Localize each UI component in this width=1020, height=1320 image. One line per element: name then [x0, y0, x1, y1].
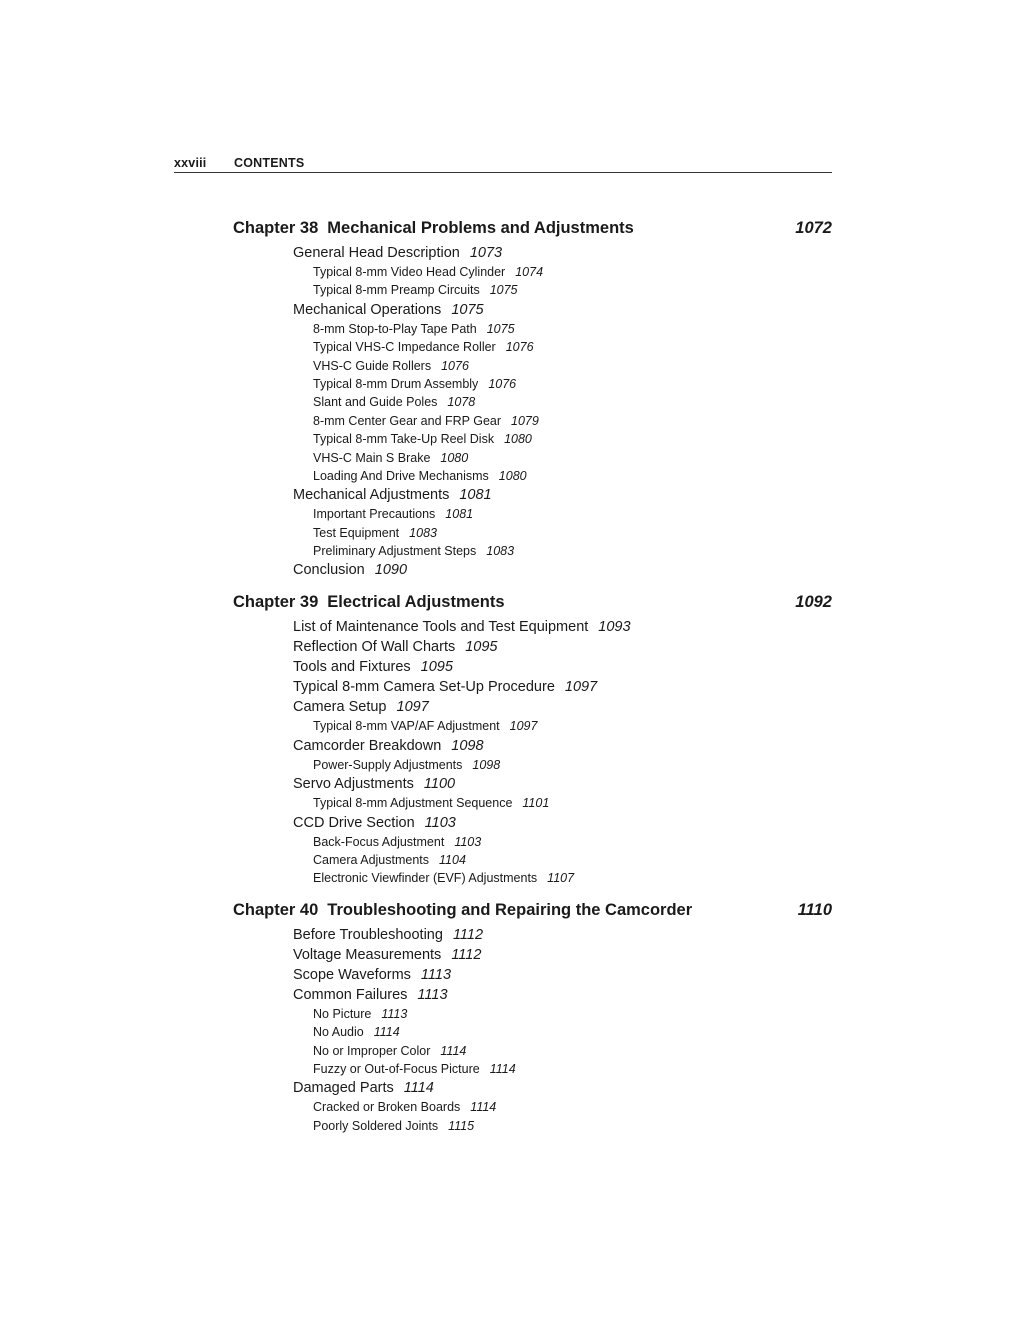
- entry-title: No Picture: [313, 1006, 372, 1021]
- entry-page-number: 1097: [509, 719, 538, 734]
- toc-subentry[interactable]: [233, 794, 832, 812]
- entry-title: Important Precautions: [313, 507, 436, 522]
- entry-title: Power-Supply Adjustments: [313, 757, 463, 772]
- toc-subentry[interactable]: [233, 542, 832, 560]
- entry-title: Typical 8-mm Video Head Cylinder: [313, 265, 506, 279]
- entry-page-number: 1078: [447, 395, 476, 410]
- entry-page-number: 1097: [396, 699, 429, 716]
- entry-page-number: 1081: [445, 507, 474, 522]
- entry-title: Back-Focus Adjustment: [313, 834, 445, 849]
- entry-page-number: 1090: [374, 562, 408, 579]
- entry-page-number: 1075: [489, 283, 518, 298]
- page-folio: xxviii: [174, 156, 207, 170]
- toc-entry[interactable]: [233, 736, 832, 756]
- toc-subentry[interactable]: [233, 357, 832, 375]
- chapter-title: Electrical Adjustments: [327, 593, 505, 612]
- toc-subentry[interactable]: [233, 449, 832, 467]
- entry-page-number: 1076: [441, 358, 469, 373]
- entry-title: Cracked or Broken Boards: [313, 1100, 461, 1115]
- entry-page-number: 1097: [564, 679, 598, 696]
- chapter-page-number: 1110: [797, 900, 832, 919]
- entry-page-number: 1103: [454, 834, 482, 849]
- chapter-section: [233, 587, 832, 887]
- entry-title: Typical 8-mm Preamp Circuits: [313, 283, 480, 298]
- entry-title: Fuzzy or Out-of-Focus Picture: [313, 1061, 480, 1076]
- chapter-title: Troubleshooting and Repairing the Camcorder: [327, 900, 693, 919]
- chapter-number: Chapter 40: [233, 900, 319, 919]
- entry-title: Scope Waveforms: [293, 966, 411, 983]
- entry-page-number: 1079: [511, 413, 539, 428]
- toc-entry[interactable]: [233, 697, 832, 717]
- toc-subentry[interactable]: [233, 393, 832, 411]
- entry-title: Test Equipment: [313, 525, 400, 540]
- toc-subentry[interactable]: [233, 263, 832, 281]
- entry-title: Loading And Drive Mechanisms: [313, 468, 489, 483]
- entry-page-number: 1112: [451, 946, 482, 963]
- toc-entry[interactable]: [233, 300, 832, 320]
- entry-page-number: 1080: [504, 432, 532, 447]
- entry-title: Camera Adjustments: [313, 853, 430, 868]
- chapter-number: Chapter 39: [233, 593, 319, 612]
- toc-subentry[interactable]: [233, 524, 832, 542]
- toc-entry[interactable]: [233, 925, 832, 945]
- entry-page-number: 1103: [424, 814, 456, 831]
- toc-subentry[interactable]: [233, 320, 832, 338]
- entry-page-number: 1095: [420, 659, 453, 676]
- entry-title: Typical VHS-C Impedance Roller: [313, 340, 496, 355]
- entry-page-number: 1083: [486, 544, 515, 559]
- toc-subentry[interactable]: [233, 833, 832, 851]
- chapter-section: [233, 213, 832, 580]
- entry-page-number: 1098: [451, 737, 484, 754]
- toc-subentry[interactable]: [233, 717, 832, 735]
- chapter-heading[interactable]: [233, 895, 832, 925]
- toc-subentry[interactable]: [233, 1060, 832, 1078]
- toc-subentry[interactable]: [233, 505, 832, 523]
- section-title: CONTENTS: [234, 156, 305, 170]
- entry-page-number: 1114: [373, 1025, 400, 1040]
- entry-title: Camcorder Breakdown: [293, 737, 442, 754]
- entry-title: Typical 8-mm Drum Assembly: [313, 376, 479, 391]
- entry-page-number: 1074: [515, 265, 544, 279]
- entry-title: CCD Drive Section: [293, 814, 415, 831]
- entry-page-number: 1083: [409, 525, 437, 540]
- toc-entry[interactable]: [233, 677, 832, 697]
- entry-title: No or Improper Color: [313, 1043, 431, 1058]
- running-head: [174, 156, 832, 173]
- toc-subentry[interactable]: [233, 281, 832, 299]
- entry-title: Reflection Of Wall Charts: [293, 639, 456, 656]
- chapter-section: [233, 895, 832, 1135]
- entry-title: 8-mm Center Gear and FRP Gear: [313, 413, 502, 428]
- chapter-page-number: 1072: [795, 219, 832, 237]
- entry-page-number: 1114: [403, 1080, 434, 1097]
- toc-subentry[interactable]: [233, 1098, 832, 1116]
- entry-title: Typical 8-mm Camera Set-Up Procedure: [293, 679, 555, 696]
- entry-title: No Audio: [313, 1025, 364, 1040]
- toc-subentry[interactable]: [233, 869, 832, 887]
- chapter-title: Mechanical Problems and Adjustments: [327, 219, 634, 237]
- entry-page-number: 1113: [417, 986, 448, 1003]
- entry-page-number: 1076: [488, 376, 517, 391]
- toc-entry[interactable]: [233, 637, 832, 657]
- entry-page-number: 1113: [420, 966, 452, 983]
- toc-subentry[interactable]: [233, 467, 832, 485]
- entry-page-number: 1075: [486, 321, 515, 336]
- toc-subentry[interactable]: [233, 851, 832, 869]
- toc-entry[interactable]: [233, 985, 832, 1005]
- entry-title: Before Troubleshooting: [293, 926, 443, 943]
- table-of-contents: [233, 213, 832, 1142]
- entry-page-number: 1080: [440, 450, 469, 465]
- entry-title: Conclusion: [293, 562, 365, 579]
- entry-title: Voltage Measurements: [293, 946, 442, 963]
- entry-page-number: 1075: [451, 301, 484, 318]
- entry-page-number: 1115: [448, 1118, 475, 1133]
- toc-subentry[interactable]: [233, 430, 832, 448]
- entry-page-number: 1114: [470, 1100, 497, 1115]
- entry-page-number: 1101: [522, 796, 550, 811]
- toc-subentry[interactable]: [233, 1023, 832, 1041]
- toc-entry[interactable]: [233, 243, 832, 263]
- entry-page-number: 1100: [423, 776, 456, 793]
- entry-title: Camera Setup: [293, 699, 387, 716]
- toc-entry[interactable]: [233, 945, 832, 965]
- toc-subentry[interactable]: [233, 338, 832, 356]
- toc-subentry[interactable]: [233, 1042, 832, 1060]
- chapter-heading[interactable]: [233, 213, 832, 243]
- chapter-heading[interactable]: [233, 587, 832, 617]
- entry-title: Mechanical Operations: [293, 301, 442, 318]
- entry-page-number: 1095: [465, 639, 498, 656]
- entry-title: Common Failures: [293, 986, 408, 1003]
- entry-title: Preliminary Adjustment Steps: [313, 544, 477, 559]
- entry-title: Typical 8-mm VAP/AF Adjustment: [313, 719, 500, 734]
- entry-page-number: 1104: [439, 853, 466, 868]
- toc-entry[interactable]: [233, 617, 832, 637]
- toc-entry[interactable]: [233, 560, 832, 580]
- entry-title: Slant and Guide Poles: [313, 395, 438, 410]
- chapter-page-number: 1092: [795, 593, 832, 612]
- entry-page-number: 1073: [469, 245, 503, 261]
- toc-subentry[interactable]: [233, 375, 832, 393]
- entry-title: Servo Adjustments: [293, 776, 414, 793]
- entry-page-number: 1114: [440, 1043, 467, 1058]
- toc-subentry[interactable]: [233, 756, 832, 774]
- entry-page-number: 1098: [472, 757, 501, 772]
- toc-subentry[interactable]: [233, 412, 832, 430]
- toc-entry[interactable]: [233, 774, 832, 794]
- entry-title: Poorly Soldered Joints: [313, 1118, 439, 1133]
- entry-page-number: 1093: [598, 619, 631, 636]
- entry-title: Tools and Fixtures: [293, 659, 411, 676]
- entry-title: Electronic Viewfinder (EVF) Adjustments: [313, 871, 538, 886]
- toc-subentry[interactable]: [233, 1117, 832, 1135]
- entry-title: List of Maintenance Tools and Test Equipment: [293, 619, 589, 636]
- chapter-number: Chapter 38: [233, 219, 319, 237]
- entry-page-number: 1113: [381, 1006, 408, 1021]
- entry-title: Mechanical Adjustments: [293, 487, 450, 504]
- entry-page-number: 1080: [498, 468, 527, 483]
- entry-title: VHS-C Main S Brake: [313, 450, 431, 465]
- toc-entry[interactable]: [233, 813, 832, 833]
- entry-title: Typical 8-mm Take-Up Reel Disk: [313, 432, 495, 447]
- entry-page-number: 1112: [452, 926, 484, 943]
- entry-title: General Head Description: [293, 245, 460, 261]
- entry-title: 8-mm Stop-to-Play Tape Path: [313, 321, 477, 336]
- entry-page-number: 1076: [505, 340, 534, 355]
- toc-entry[interactable]: [233, 1078, 832, 1098]
- entry-title: Damaged Parts: [293, 1080, 394, 1097]
- entry-title: VHS-C Guide Rollers: [313, 358, 432, 373]
- entry-title: Typical 8-mm Adjustment Sequence: [313, 796, 513, 811]
- entry-page-number: 1107: [547, 871, 575, 886]
- entry-page-number: 1114: [489, 1061, 516, 1076]
- toc-entry[interactable]: [233, 965, 832, 985]
- toc-entry[interactable]: [233, 485, 832, 505]
- toc-entry[interactable]: [233, 657, 832, 677]
- toc-subentry[interactable]: [233, 1005, 832, 1023]
- entry-page-number: 1081: [459, 487, 492, 504]
